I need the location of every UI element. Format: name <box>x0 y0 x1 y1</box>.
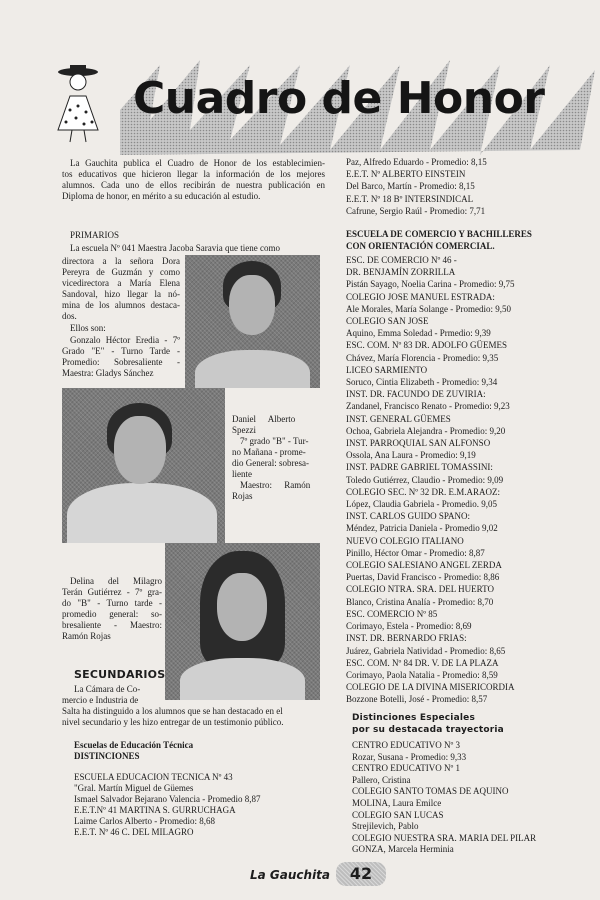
secundarios-line: mercio e Industria de <box>62 695 139 705</box>
student-caption-line: dio General: sobresa- <box>232 458 309 468</box>
student-3-caption <box>62 576 162 642</box>
list-item: INST. DR. FACUNDO DE ZUVIRIA: <box>346 389 486 400</box>
section-heading-line: DISTINCIONES <box>74 751 140 761</box>
intro-line: La Gauchita publica el Cuadro de Honor de los establecimien- <box>70 158 325 168</box>
list-item: Ismael Salvador Bejarano Valencia - Promedio 8,87 <box>74 794 261 804</box>
list-item: Pallero, Cristina <box>352 774 411 785</box>
student-caption-line: liente <box>232 469 252 479</box>
list-item: ESC. COM. Nº 84 DR. V. DE LA PLAZA <box>346 657 499 668</box>
list-item: Ossola, Ana Laura - Promedio: 9,19 <box>346 450 476 461</box>
list-item: Del Barco, Martín - Promedio: 8,15 <box>346 181 475 192</box>
student-caption-line: Rojas <box>232 491 253 501</box>
student-photo-2 <box>62 388 225 543</box>
student-photo-1 <box>185 255 320 388</box>
student-caption-line: Ramón Rojas <box>62 631 111 641</box>
student-caption-line: Spezzi <box>232 425 256 435</box>
student-caption-line: Maestra: Gladys Sánchez <box>62 368 154 378</box>
list-item: ESC. DE COMERCIO Nº 46 - <box>346 255 457 265</box>
list-item: COLEGIO SEC. Nº 32 DR. E.M.ARAOZ: <box>346 486 501 497</box>
magazine-name: La Gauchita <box>250 868 331 882</box>
list-item: Juárez, Gabriela Natividad - Promedio: 8,65 <box>346 645 506 656</box>
primarios-lead: La escuela Nº 041 Maestra Jacoba Saravia que tiene como <box>70 243 280 253</box>
student-photo-3 <box>165 543 320 700</box>
primarios-line: dos. <box>62 311 77 321</box>
section-heading-line: ESCUELA DE COMERCIO Y BACHILLERES <box>346 229 532 239</box>
list-item: COLEGIO SAN JOSE <box>346 316 429 327</box>
page-title: Cuadro de Honor <box>133 73 545 124</box>
especiales-heading <box>352 712 504 736</box>
intro-line: Diploma de honor, en mérito a su educación al estudio. <box>62 191 261 201</box>
list-item: E.E.T. Nº 18 Bº INTERSINDICAL <box>346 193 474 204</box>
student-caption-line: Promedio: Sobresaliente - <box>62 357 180 367</box>
list-item: COLEGIO NTRA. SRA. DEL HUERTO <box>346 584 494 595</box>
list-item: Cafrune, Sergio Raúl - Promedio: 7,71 <box>346 205 486 216</box>
student-caption-line: promedio general: so- <box>62 609 162 619</box>
list-item: Paz, Alfredo Eduardo - Promedio: 8,15 <box>346 157 487 167</box>
list-item: INST. GENERAL GÜEMES <box>346 413 451 424</box>
list-item: Chávez, María Florencia - Promedio: 9,35 <box>346 352 499 363</box>
especiales-list <box>352 740 536 856</box>
list-item: ESC. COM. Nº 83 DR. ADOLFO GÜEMES <box>346 340 508 351</box>
student-caption-line: Daniel Alberto <box>232 414 296 424</box>
list-item: Puertas, David Francisco - Promedio: 8,86 <box>346 572 500 583</box>
list-item: COLEGIO DE LA DIVINA MISERICORDIA <box>346 682 515 693</box>
gaucha-mascot-icon <box>52 62 104 144</box>
list-item: E.E.T. Nº ALBERTO EINSTEIN <box>346 169 466 180</box>
student-caption-line: Gonzalo Héctor Eredia - 7º <box>70 335 180 345</box>
comercio-heading <box>346 228 532 252</box>
student-caption-line: Grado "E" - Turno Tarde - <box>62 346 180 356</box>
ellos-son: Ellos son: <box>70 323 106 333</box>
list-item: "Gral. Martín Miguel de Güemes <box>74 783 194 793</box>
list-item: Aquino, Emma Soledad - Prmedio: 9,39 <box>346 328 491 339</box>
tecnica-list <box>74 772 261 838</box>
list-item: Blanco, Cristina Analía - Promedio: 8,70 <box>346 596 494 607</box>
list-item: COLEGIO JOSE MANUEL ESTRADA: <box>346 291 495 302</box>
section-heading-line: por su destacada trayectoria <box>352 725 504 735</box>
student-caption-line: Terán Gutiérrez - 7º gra- <box>62 587 162 597</box>
list-item: Strejilevich, Pablo <box>352 821 419 832</box>
primarios-line: vicedirectora a María Elena <box>62 278 180 288</box>
list-item: NUEVO COLEGIO ITALIANO <box>346 535 464 546</box>
secundarios-line: La Cámara de Co- <box>74 684 141 694</box>
intro-line: alumnos. Cada uno de ellos recibirán de nuestra publicación en <box>62 180 325 190</box>
list-item: INST. PADRE GABRIEL TOMASSINI: <box>346 462 493 473</box>
secundarios-line: Salta ha distinguido a los alumnos que se han destacado en el <box>62 706 283 716</box>
list-item: Méndez, Patricia Daniela - Promedio 9,02 <box>346 523 498 534</box>
secundarios-heading: SECUNDARIOS <box>74 668 166 681</box>
list-item: INST. PARROQUIAL SAN ALFONSO <box>346 438 491 449</box>
intro-paragraph <box>62 158 325 202</box>
list-item: CENTRO EDUCATIVO Nº 1 <box>352 763 461 774</box>
list-item: COLEGIO SANTO TOMAS DE AQUINO <box>352 786 509 797</box>
list-item: López, Claudia Gabriela - Promedio. 9,05 <box>346 499 497 510</box>
student-caption-line: Maestro: Ramón <box>240 480 311 490</box>
list-item: Pinillo, Héctor Omar - Promedio: 8,87 <box>346 547 485 558</box>
page-number: 42 <box>336 862 386 886</box>
list-item: Laime Carlos Alberto - Promedio: 8,68 <box>74 816 215 826</box>
list-item: Bozzone Botelli, José - Promedio: 8,57 <box>346 694 488 705</box>
list-item: MOLINA, Laura Emilce <box>352 797 442 808</box>
section-heading-line: Escuelas de Educación Técnica <box>74 740 194 750</box>
list-item: DR. BENJAMÍN ZORRILLA <box>346 267 456 278</box>
primarios-line: mina de los alumnos destaca- <box>62 300 180 310</box>
student-caption-line: no Mañana - prome- <box>232 447 306 457</box>
primarios-text <box>62 256 180 322</box>
list-item: COLEGIO NUESTRA SRA. MARIA DEL PILAR <box>352 832 537 843</box>
list-item: ESCUELA EDUCACION TECNICA Nº 43 <box>74 772 233 782</box>
comercio-list <box>346 254 515 706</box>
list-item: Ochoa, Gabriela Alejandra - Promedio: 9,20 <box>346 425 506 436</box>
student-caption-line: do "B" - Turno tarde - <box>62 598 162 608</box>
list-item: E.E.T. Nº 46 C. DEL MILAGRO <box>74 827 194 837</box>
list-item: Toledo Gutiérrez, Claudio - Promedio: 9,09 <box>346 474 504 485</box>
list-item: INST. CARLOS GUIDO SPANO: <box>346 511 471 522</box>
list-item: Zandanel, Francisco Renato - Promedio: 9,23 <box>346 401 510 412</box>
list-item: Pistán Sayago, Noelia Carina - Promedio: 9,75 <box>346 279 515 290</box>
student-caption-line: bresaliente - Maestro: <box>62 620 162 630</box>
list-item: Corimayo, Paola Natalia - Promedio: 8,59 <box>346 669 498 680</box>
list-item: GONZA, Marcela Herminia <box>352 844 454 855</box>
intro-line: tos educativos que hicieron llegar la información de los mejores <box>62 169 325 179</box>
list-item: CENTRO EDUCATIVO Nº 3 <box>352 740 461 750</box>
list-item: INST. DR. BERNARDO FRIAS: <box>346 633 467 644</box>
list-item: Soruco, Cintia Elizabeth - Promedio: 9,34 <box>346 377 498 388</box>
list-item: COLEGIO SAN LUCAS <box>352 809 444 820</box>
primarios-line: directora a la señora Dora <box>62 256 180 266</box>
list-item: E.E.T.Nº 41 MARTINA S. GURRUCHAGA <box>74 805 236 815</box>
secundarios-line: nivel secundario y les hizo entregar de un testimonio público. <box>62 717 284 727</box>
list-item: LICEO SARMIENTO <box>346 364 428 375</box>
list-item: Rozar, Susana - Promedio: 9,33 <box>352 751 467 762</box>
section-heading-line: Distinciones Especiales <box>352 713 476 723</box>
student-1-caption <box>62 335 180 379</box>
student-caption-line: Delina del Milagro <box>70 576 162 586</box>
primarios-line: Sandoval, hizo llegar la nó- <box>62 289 180 299</box>
list-item: Ale Morales, María Solange - Promedio: 9,50 <box>346 303 511 314</box>
tecnica-heading <box>74 740 193 762</box>
section-heading-line: CON ORIENTACIÓN COMERCIAL. <box>346 241 495 252</box>
primarios-heading: PRIMARIOS <box>70 230 120 240</box>
tecnica-list-continued <box>346 156 487 217</box>
secundarios-text <box>62 684 325 728</box>
list-item: COLEGIO SALESIANO ANGEL ZERDA <box>346 560 502 571</box>
student-2-caption <box>232 414 325 502</box>
list-item: Corimayo, Estela - Promedio: 8,69 <box>346 621 472 632</box>
list-item: ESC. COMERCIO Nº 85 <box>346 608 438 619</box>
primarios-line: Pereyra de Guzmán y como <box>62 267 180 277</box>
student-caption-line: 7º grado "B" - Tur- <box>240 436 309 446</box>
